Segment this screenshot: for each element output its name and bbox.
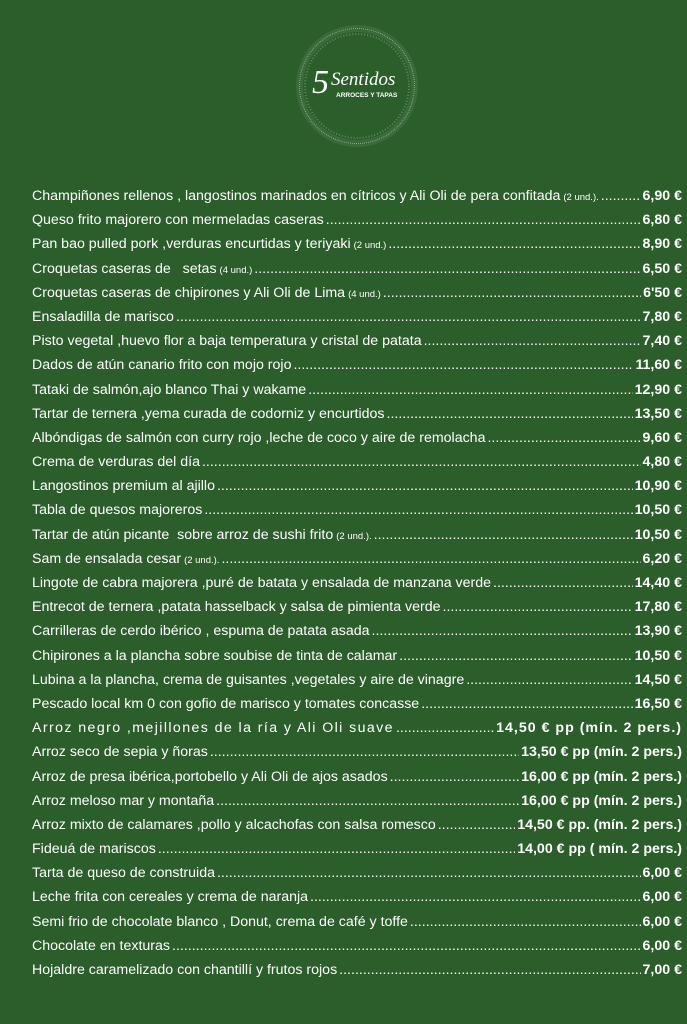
- dot-leader: [308, 378, 632, 402]
- menu-item: [32, 571, 682, 595]
- menu-item-name: Pescado local km 0 con gofio de marisco y tomates concasse: [32, 695, 420, 712]
- logo-mark: [300, 29, 414, 143]
- menu-item: [32, 257, 682, 281]
- dot-leader: [172, 934, 641, 958]
- dot-leader: [443, 595, 633, 619]
- menu-item-name: Tartar de ternera ,yema curada de codorniz y encurtidos: [32, 405, 385, 422]
- menu-item-name: Tataki de salmón,ajo blanco Thai y wakame: [32, 381, 307, 398]
- menu-item-quantity: (2 und.).: [563, 192, 599, 203]
- menu-item-name: Hojaldre caramelizado con chantillí y frutos rojos: [32, 962, 338, 978]
- menu-item-name: Albóndigas de salmón con curry rojo ,leche de coco y aire de remolacha: [32, 429, 486, 446]
- menu-item-price: 7,40 €: [642, 333, 682, 350]
- menu-item-price: 6'50 €: [643, 284, 682, 301]
- menu-item-name: Fideuá de mariscos: [32, 841, 156, 858]
- menu-item: [32, 644, 682, 668]
- dot-leader: [326, 208, 641, 232]
- menu-list: [32, 184, 682, 982]
- logo-subtitle: ARROCES Y TAPAS: [336, 92, 398, 99]
- dot-leader: [493, 571, 633, 595]
- menu-item-name: Carrilleras de cerdo ibérico , espuma de patata asada: [32, 623, 370, 640]
- dot-leader: [372, 619, 633, 643]
- dot-leader: [383, 281, 641, 305]
- menu-item: [32, 474, 682, 498]
- menu-item-price: 12,90 €: [634, 381, 682, 398]
- menu-item-price: 13,90 €: [634, 623, 682, 640]
- menu-item: [32, 910, 682, 934]
- menu-item-price: 6,00 €: [642, 913, 682, 930]
- menu-item: [32, 208, 682, 232]
- menu-item-price: 6,00 €: [642, 865, 682, 882]
- menu-item: [32, 595, 682, 619]
- dot-leader: [176, 305, 641, 329]
- dot-leader: [424, 329, 641, 353]
- menu-item-name: Semi frio de chocolate blanco , Donut, crema de café y toffe: [32, 913, 408, 930]
- menu-item-price: 6,50 €: [642, 260, 682, 277]
- menu-item-name: Croquetas caseras de setas: [32, 260, 217, 277]
- menu-item-name: Langostinos premium al ajillo: [32, 478, 215, 495]
- dot-leader: [466, 668, 632, 692]
- menu-item-price: 14,50 € pp (mín. 2 pers.): [496, 720, 682, 737]
- dot-leader: [487, 426, 640, 450]
- menu-item-price: 16,00 € pp (mín. 2 pers.): [521, 768, 682, 785]
- menu-item-price: 17,80 €: [634, 599, 682, 616]
- menu-item-name: Queso frito majorero con mermeladas caseras: [32, 212, 324, 229]
- menu-item: [32, 305, 682, 329]
- dot-leader: [339, 958, 640, 982]
- menu-item-name: Entrecot de ternera ,patata hasselback y salsa de pimienta verde: [32, 599, 441, 616]
- menu-item: [32, 837, 682, 861]
- dot-leader: [254, 257, 640, 281]
- menu-item: [32, 184, 682, 208]
- menu-item-name: Dados de atún canario frito con mojo rojo: [32, 357, 292, 374]
- menu-item: [32, 523, 682, 547]
- logo-name: Sentidos: [331, 69, 396, 90]
- dot-leader: [293, 353, 633, 377]
- menu-item-name: Arroz mixto de calamares ,pollo y alcachofas con salsa romesco: [32, 816, 436, 833]
- menu-item: [32, 619, 682, 643]
- dot-leader: [217, 861, 641, 885]
- dot-leader: [202, 450, 641, 474]
- menu-item-price: 10,90 €: [634, 478, 682, 495]
- menu-item-price: 6,20 €: [642, 550, 682, 567]
- menu-item: [32, 740, 682, 764]
- menu-item-price: 14,00 € pp ( mín. 2 pers.): [517, 841, 682, 858]
- dot-leader: [158, 837, 515, 861]
- menu-item-quantity: (4 und.): [219, 264, 253, 276]
- menu-item-name: Arroz meloso mar y montaña: [32, 792, 215, 809]
- menu-item: [32, 885, 682, 909]
- menu-item-name: Leche frita con cereales y crema de naranja: [32, 889, 309, 906]
- menu-item-price: 4,80 €: [642, 454, 682, 471]
- menu-item-quantity: (4 und.): [348, 288, 381, 300]
- menu-item-price: 7,80 €: [642, 308, 682, 325]
- dot-leader: [387, 402, 633, 426]
- menu-item-quantity: (2 und.): [353, 240, 387, 252]
- menu-item-quantity: (2 und.).: [184, 554, 220, 566]
- menu-item: [32, 329, 682, 353]
- dot-leader: [390, 765, 519, 789]
- menu-item-price: 6,80 €: [642, 212, 682, 229]
- menu-item: [32, 281, 682, 305]
- dot-leader: [399, 644, 633, 668]
- menu-item-price: 11,60 €: [635, 357, 682, 374]
- menu-item-price: 10,50 €: [634, 647, 682, 664]
- dot-leader: [310, 885, 641, 909]
- menu-item: [32, 765, 682, 789]
- menu-item-price: 6,90 €: [642, 188, 682, 204]
- menu-item-name: Champiñones rellenos , langostinos marinados en cítricos y Ali Oli de pera confitada: [32, 188, 561, 204]
- menu-item: [32, 668, 682, 692]
- dot-leader: [210, 740, 519, 764]
- dot-leader: [221, 547, 640, 571]
- menu-item-price: 6,00 €: [642, 889, 682, 906]
- menu-item-price: 9,60 €: [642, 429, 682, 446]
- menu-item-name: Tarta de queso de construida: [32, 865, 215, 882]
- menu-item-price: 14,50 €: [634, 671, 682, 688]
- menu-item-price: 10,50 €: [634, 502, 682, 519]
- menu-item: [32, 861, 682, 885]
- menu-item-price: 6,00 €: [642, 937, 682, 954]
- dot-leader: [374, 523, 633, 547]
- dot-leader: [421, 692, 632, 716]
- logo-number: 5: [312, 64, 329, 101]
- dot-leader: [217, 474, 633, 498]
- menu-item-name: Tartar de atún picante sobre arroz de sushi frito: [32, 526, 334, 543]
- menu-item: [32, 692, 682, 716]
- menu-item: [32, 232, 682, 256]
- menu-item-name: Lubina a la plancha, crema de guisantes ,vegetales y aire de vinagre: [32, 671, 465, 688]
- menu-item: [32, 402, 682, 426]
- dot-leader: [388, 232, 640, 256]
- dot-leader: [204, 498, 632, 522]
- menu-item: [32, 934, 682, 958]
- dot-leader: [438, 813, 515, 837]
- menu-item-name: Arroz seco de sepia y ñoras: [32, 744, 208, 761]
- menu-item: [32, 450, 682, 474]
- menu-item-price: 14,50 € pp. (mín. 2 pers.): [517, 816, 682, 833]
- menu-item-price: 16,50 €: [634, 695, 682, 712]
- menu-item: [32, 789, 682, 813]
- menu-item-name: Croquetas caseras de chipirones y Ali Oli de Lima: [32, 284, 346, 301]
- restaurant-logo: [299, 28, 415, 144]
- menu-item: [32, 353, 682, 377]
- menu-item-price: 13,50 €: [634, 405, 682, 422]
- menu-item-quantity: (2 und.).: [336, 530, 372, 542]
- dot-leader: [410, 910, 641, 934]
- menu-item-price: 10,50 €: [634, 526, 682, 543]
- menu-item-name: Pisto vegetal ,huevo flor a baja temperatura y cristal de patata: [32, 333, 422, 350]
- menu-item: [32, 716, 682, 740]
- menu-item-name: Pan bao pulled pork ,verduras encurtidas y teriyaki: [32, 236, 351, 253]
- menu-item-name: Chocolate en texturas: [32, 937, 171, 954]
- menu-item-name: Lingote de cabra majorera ,puré de batata y ensalada de manzana verde: [32, 575, 492, 591]
- menu-item-name: Tabla de quesos majoreros: [32, 502, 203, 519]
- menu-item: [32, 426, 682, 450]
- dot-leader: [396, 716, 494, 740]
- menu-item-name: Arroz negro ,mejillones de la ría y Ali Oli suave: [32, 720, 394, 737]
- menu-item-price: 14,40 €: [634, 575, 682, 591]
- dot-leader: [216, 789, 519, 813]
- menu-item-name: Chipirones a la plancha sobre soubise de tinta de calamar: [32, 647, 398, 664]
- menu-item: [32, 378, 682, 402]
- menu-item: [32, 547, 682, 571]
- menu-item: [32, 498, 682, 522]
- menu-item-price: 16,00 € pp (mín. 2 pers.): [521, 792, 682, 809]
- dot-leader: [601, 184, 641, 208]
- menu-item: [32, 813, 682, 837]
- menu-item-name: Ensaladilla de marisco: [32, 308, 174, 325]
- menu-item-name: Arroz de presa ibérica,portobello y Ali Oli de ajos asados: [32, 768, 388, 785]
- menu-item: [32, 958, 682, 982]
- menu-item-price: 13,50 € pp (mín. 2 pers.): [521, 744, 682, 761]
- menu-item-price: 8,90 €: [642, 236, 682, 253]
- menu-item-name: Crema de verduras del día: [32, 454, 200, 471]
- menu-item-name: Sam de ensalada cesar: [32, 550, 182, 567]
- menu-item-price: 7,00 €: [642, 962, 682, 978]
